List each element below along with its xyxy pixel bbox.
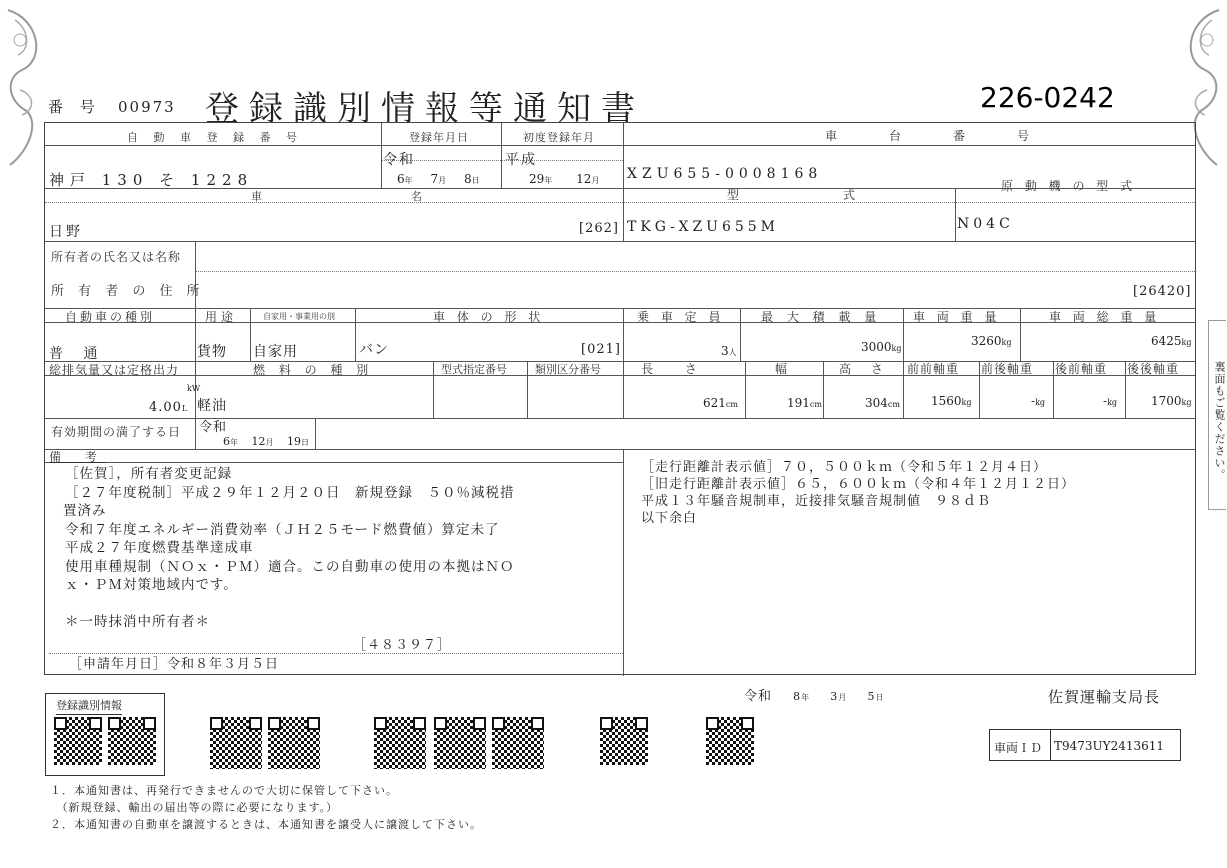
remarks-code: ［４８３９７］ bbox=[353, 638, 452, 653]
footer-note: ２．本通知書の自動車を譲渡するときは、本通知書を譲受人に譲渡して下さい。 bbox=[50, 818, 482, 831]
front-rear-axle-label: 前後軸重 bbox=[981, 362, 1034, 376]
car-name-label-2: 名 bbox=[411, 190, 428, 203]
application-date: ［申請年月日］令和８年３月５日 bbox=[69, 657, 280, 672]
remark-line: ［旧走行距離計表示値］６５，６００ｋｍ（令和４年１２月１２日） bbox=[641, 477, 1076, 492]
document-number: 00973 bbox=[118, 98, 176, 116]
handwritten-number: 226-0242 bbox=[980, 81, 1115, 114]
remarks-right bbox=[641, 459, 1075, 527]
reg-date: 6年 7月 8日 bbox=[397, 172, 480, 186]
class-number-label: 類別区分番号 bbox=[535, 363, 601, 376]
side-note-text: 裏面もご覧ください。 bbox=[1213, 361, 1226, 481]
rear-front-axle-value: -kg bbox=[1103, 394, 1118, 408]
vehicle-kind: 普 通 bbox=[49, 346, 106, 362]
owner-address-label: 所 有 者 の 住 所 bbox=[51, 284, 205, 299]
rear-rear-axle-value: 1700kg bbox=[1151, 394, 1192, 408]
displacement-value: 4.00L bbox=[149, 400, 188, 415]
vehicle-id-label: 車両ＩＤ bbox=[994, 741, 1043, 755]
expiry-era: 令和 bbox=[199, 420, 228, 435]
model-label-1: 型 bbox=[727, 188, 746, 202]
reg-era: 令和 bbox=[383, 152, 415, 168]
body-shape-label: 車 体 の 形 状 bbox=[433, 310, 545, 324]
vehicle-kind-label: 自動車の種別 bbox=[65, 310, 156, 324]
car-maker: 日野 bbox=[49, 224, 83, 240]
private-value: 自家用 bbox=[253, 344, 298, 360]
use-value: 貨物 bbox=[197, 344, 227, 360]
width-label: 幅 bbox=[775, 362, 794, 376]
gross-weight-value: 6425kg bbox=[1151, 334, 1192, 348]
qr-code bbox=[706, 717, 754, 765]
front-rear-axle-value: -kg bbox=[1031, 394, 1046, 408]
capacity-value: 3人 bbox=[721, 344, 737, 358]
remark-line: 置済み bbox=[63, 503, 107, 519]
remark-line: 以下余白 bbox=[641, 511, 698, 526]
qr-code bbox=[600, 717, 648, 765]
address-code: [26420] bbox=[1133, 284, 1192, 299]
model-code: TKG-XZU655M bbox=[627, 219, 780, 235]
gross-weight-label: 車 両 総 重 量 bbox=[1049, 310, 1161, 324]
qr-box-label: 登録識別情報 bbox=[56, 697, 122, 715]
front-front-axle-label: 前前軸重 bbox=[907, 362, 960, 376]
qr-code bbox=[268, 717, 320, 769]
footer-note: （新規登録、輸出の届出等の際に必要になります。） bbox=[50, 801, 339, 814]
max-load-label: 最 大 積 載 量 bbox=[761, 310, 882, 324]
vehicle-weight-value: 3260kg bbox=[971, 334, 1012, 348]
fuel-type-label: 燃 料 の 種 別 bbox=[253, 363, 374, 377]
remarks-label: 備 考 bbox=[49, 450, 107, 464]
reg-number-label: 自 動 車 登 録 番 号 bbox=[127, 131, 303, 144]
body-shape: バン bbox=[359, 342, 389, 358]
car-name-label-1: 車 bbox=[251, 190, 268, 203]
side-note-tab bbox=[1208, 320, 1226, 510]
first-reg-label: 初度登録年月 bbox=[523, 131, 595, 144]
rear-front-axle-label: 後前軸重 bbox=[1055, 362, 1108, 376]
displacement-label: 総排気量又は定格出力 bbox=[49, 363, 180, 377]
fuel-type: 軽油 bbox=[197, 398, 227, 414]
qr-code bbox=[434, 717, 486, 769]
footer-note: １．本通知書は、再発行できませんので大切に保管して下さい。 bbox=[50, 784, 398, 797]
remark-line: ［走行距離計表示値］７０，５００ｋｍ（令和５年１２月４日） bbox=[641, 460, 1048, 475]
remark-line: ［２７年度税制］平成２９年１２月２０日 新規登録 ５０％減税措 bbox=[65, 484, 515, 501]
remark-line: ｘ・ＰＭ対策地域内です。 bbox=[65, 577, 238, 593]
qr-code bbox=[492, 717, 544, 769]
remark-line: 令和７年度エネルギー消費効率（ＪＨ２５モード燃費値）算定未了 bbox=[65, 521, 500, 538]
expiry-date: 6年 12月 19日 bbox=[223, 435, 309, 448]
first-reg-date: 29年 12月 bbox=[529, 172, 600, 186]
issue-date: 令和 8年 3月 5日 bbox=[744, 689, 884, 704]
engine-model-label: 原 動 機 の 型 式 bbox=[1001, 179, 1137, 193]
length-value: 621cm bbox=[703, 396, 738, 410]
max-load-value: 3000kg bbox=[861, 340, 902, 354]
body-code: [021] bbox=[581, 342, 621, 357]
type-designation-label: 型式指定番号 bbox=[441, 363, 507, 376]
first-reg-era: 平成 bbox=[505, 152, 537, 168]
engine-model: N04C bbox=[957, 216, 1014, 232]
remark-line: ［佐賀］，所有者変更記録 bbox=[65, 466, 233, 482]
rear-rear-axle-label: 後後軸重 bbox=[1127, 362, 1180, 376]
qr-code bbox=[210, 717, 262, 769]
remark-line: 平成１３年騒音規制車，近接排気騒音規制値 ９８ｄＢ bbox=[641, 494, 992, 509]
registration-number: 神戸 130 そ 1228 bbox=[49, 171, 254, 189]
length-label: 長 さ bbox=[641, 362, 711, 376]
vehicle-weight-label: 車 両 重 量 bbox=[913, 310, 1001, 324]
expiry-label: 有効期間の満了する日 bbox=[51, 425, 182, 439]
remarks-left bbox=[65, 465, 515, 631]
temp-cancel-note: ＊一時抹消中所有者＊ bbox=[65, 613, 210, 630]
capacity-label: 乗 車 定 員 bbox=[637, 310, 725, 324]
height-label: 高 さ bbox=[839, 362, 891, 376]
front-front-axle-value: 1560kg bbox=[931, 394, 972, 408]
height-value: 304cm bbox=[865, 396, 900, 410]
qr-code bbox=[108, 717, 156, 765]
issuer: 佐賀運輸支局長 bbox=[1048, 688, 1161, 706]
remark-line: 使用車種規制（ＮＯｘ・ＰＭ）適合。この自動車の使用の本拠はＮＯ bbox=[65, 558, 515, 575]
chassis-label: 車 台 番 号 bbox=[825, 129, 1050, 143]
footer-notes bbox=[50, 782, 482, 833]
qr-code bbox=[374, 717, 426, 769]
vehicle-id-box bbox=[989, 729, 1181, 761]
private-business-label: 自家用・事業用の別 bbox=[263, 312, 335, 321]
remark-line: 平成２７年度燃費基準達成車 bbox=[65, 540, 254, 556]
displacement-kw-unit: kW bbox=[187, 384, 201, 393]
number-label: 番 号 bbox=[48, 98, 101, 116]
reg-date-label: 登録年月日 bbox=[409, 131, 469, 144]
document-title: 登録識別情報等通知書 bbox=[205, 89, 645, 129]
owner-name-label: 所有者の氏名又は名称 bbox=[51, 250, 182, 264]
vehicle-id: T9473UY2413611 bbox=[1054, 739, 1165, 753]
width-value: 191cm bbox=[787, 396, 822, 410]
model-label-2: 式 bbox=[843, 188, 862, 202]
registration-form bbox=[44, 122, 1196, 675]
use-label: 用途 bbox=[205, 310, 238, 324]
maker-code: [262] bbox=[579, 221, 619, 236]
qr-code bbox=[54, 717, 102, 765]
chassis-number: XZU655-0008168 bbox=[627, 166, 823, 182]
